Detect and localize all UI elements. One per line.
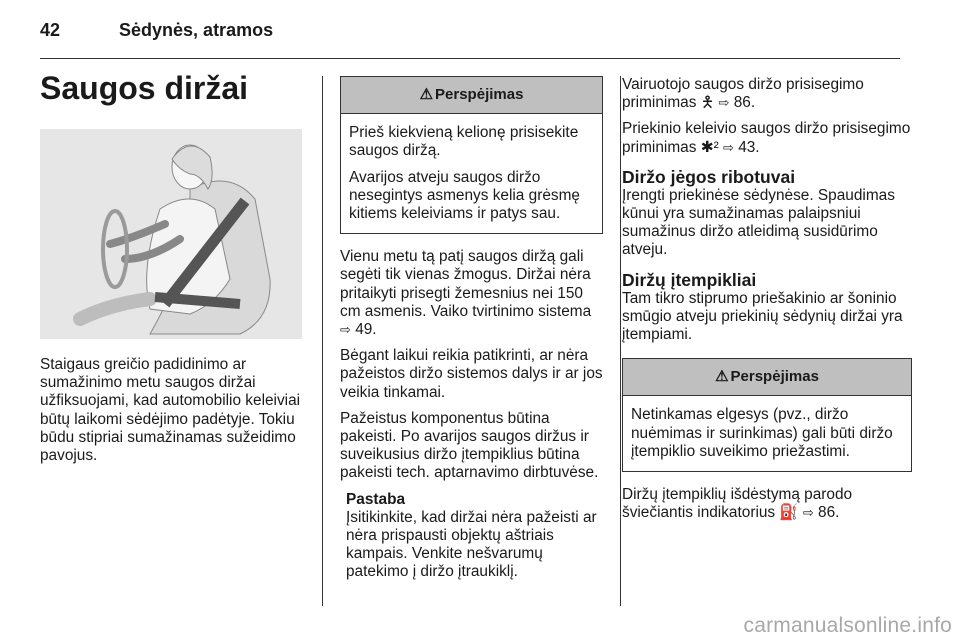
page-header <box>40 20 273 41</box>
paragraph: Tam tikro stiprumo priešakinio ar šoninio smūgio atveju priekinių sėdynių diržai yra įtempiami. <box>622 289 903 344</box>
subheading: Diržo jėgos ribotuvai <box>622 166 796 187</box>
column-2 <box>340 76 603 582</box>
column-divider <box>322 76 323 606</box>
paragraph-text: Vairuotojo saugos diržo prisisegimo priminimas <box>622 76 864 112</box>
note-box <box>340 491 603 582</box>
passenger-seatbelt-icon: ✱² <box>700 138 719 156</box>
warning-text: Netinkamas elgesys (pvz., diržo nuėmimas ir surinkimas) gali būti diržo įtempiklio suveikimo priežastimi. <box>631 406 893 460</box>
reference-arrow-icon: ⇨ <box>723 139 734 155</box>
seatbelt-reminder-icon: 🯅 <box>700 94 715 112</box>
subheading: Diržų įtempikliai <box>622 269 757 290</box>
paragraph <box>622 486 912 522</box>
paragraph: Pažeistus komponentus būtina pakeisti. Po avarijos saugos diržus ir suveikusius diržo įtempiklius būtina pakeisti tech. aptarnavimo dirbtuvėse. <box>340 409 599 482</box>
paragraph <box>622 120 912 156</box>
page-reference: 43. <box>738 138 760 156</box>
chapter-title: Sėdynės, atramos <box>119 20 274 40</box>
warning-triangle-icon: ⚠ <box>715 368 729 386</box>
watermark: carmanualsonline.info <box>743 614 952 637</box>
paragraph-text: Priekinio keleivio saugos diržo prisisegimo priminimas <box>622 120 911 156</box>
warning-text: Prieš kiekvieną kelionę prisisekite saugos diržą. <box>349 124 579 160</box>
column-1 <box>40 70 305 473</box>
note-heading: Pastaba <box>346 490 406 508</box>
warning-heading-text: Perspėjimas <box>730 368 819 386</box>
note-body: Įsitikinkite, kad diržai nėra pažeisti ar nėra prispausti objektų aštriais kampais. Venkite nešvarumų patekimo į diržo įtraukiklį. <box>346 508 597 581</box>
page-reference: 86. <box>733 94 756 112</box>
paragraph-text: Vienu metu tą patį saugos diržą gali segėti tik vienas žmogus. Diržai nėra pritaikyti prisegti žemesnius nei 150 cm asmenis. Vaiko tvirtinimo sistema <box>340 248 592 320</box>
warning-text: Avarijos atveju saugos diržo nesegintys asmenys kelia grėsmę kitiems keleiviams ir patys sau. <box>349 168 580 223</box>
column-3 <box>622 76 912 530</box>
warning-triangle-icon: ⚠ <box>419 86 434 103</box>
header-rule <box>40 58 900 59</box>
warning-heading-text: Perspėjimas <box>435 86 524 103</box>
paragraph: Bėgant laikui reikia patikrinti, ar nėra pažeistos diržo sistemos dalys ir ar jos veikia tinkamai. <box>340 347 603 401</box>
paragraph <box>340 248 603 339</box>
paragraph: Įrengti priekinėse sėdynėse. Spaudimas kūnui yra sumažinamas palaipsniui sumažinus diržo atleidimą susidūrimo atveju. <box>622 186 895 259</box>
warning-heading <box>341 77 602 114</box>
tensioner-indicator-icon: ⛽ <box>779 504 799 522</box>
paragraph <box>622 76 912 112</box>
intro-paragraph: Staigaus greičio padidinimo ar sumažinimo metu saugos diržai užfiksuojami, kad automobilio keleiviai būtų laikomi sėdėjimo padėtyje. Tokiu būdu stipriai sumažinamas sužeidimo pavojus. <box>40 356 301 465</box>
reference-arrow-icon: ⇨ <box>718 95 730 111</box>
reference-arrow-icon: ⇨ <box>340 322 351 338</box>
paragraph-text: Diržų įtempiklių išdėstymą parodo šviečiantis indikatorius <box>622 486 853 522</box>
column-divider <box>620 76 621 606</box>
page-reference: 86. <box>818 504 840 522</box>
section-title: Saugos diržai <box>40 70 249 106</box>
warning-box <box>340 76 603 234</box>
seatbelt-illustration <box>40 129 302 339</box>
warning-heading <box>623 359 911 396</box>
warning-box <box>622 358 912 472</box>
reference-arrow-icon: ⇨ <box>802 505 814 521</box>
warning-body <box>341 114 602 233</box>
page-reference: 49. <box>355 321 377 339</box>
page-number: 42 <box>40 20 61 40</box>
warning-body <box>623 396 911 471</box>
